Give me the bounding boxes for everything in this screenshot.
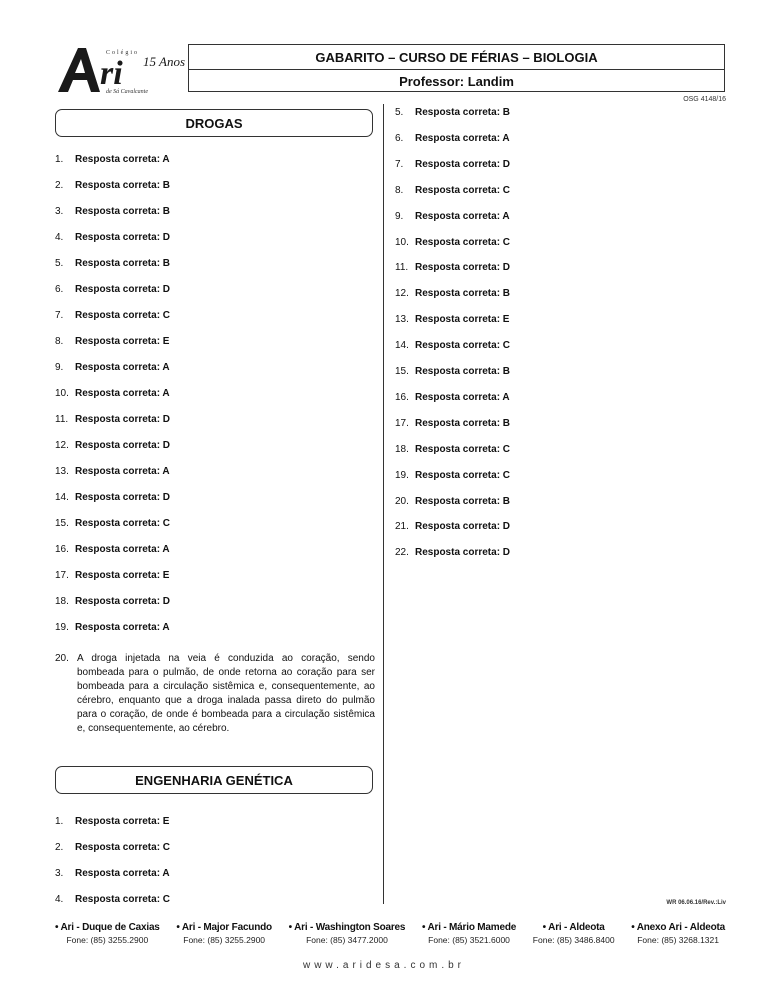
item-text: Resposta correta: A <box>75 544 170 555</box>
item-text: Resposta correta: E <box>75 336 170 347</box>
answer-item <box>395 159 510 170</box>
doc-code: OSG 4148/16 <box>683 96 726 103</box>
item-number: 3. <box>55 868 64 879</box>
item-text: A droga injetada na veia é conduzida ao coração, sendo bombeada para o pulmão, de onde retorna ao coração para ser bombeada para a circulação sistêmica e, consequentemente, ao cérebro, enquanto que a droga inalada passa direto do pulmão para o coração, de onde é bombeada para a circulação sistêmica e, consequentemente, ao cérebro. <box>77 653 375 734</box>
website: www.aridesa.com.br <box>302 960 466 971</box>
answer-item <box>395 366 510 377</box>
item-text: Resposta correta: A <box>75 868 170 879</box>
item-number: 20. <box>55 653 69 664</box>
unit-name: • Ari - Aldeota <box>542 922 605 933</box>
item-text: Resposta correta: B <box>75 258 171 269</box>
item-number: 19. <box>395 469 409 481</box>
logo-subtitle: de Sá Cavalcante <box>106 89 148 95</box>
unit-phone: Fone: (85) 3521.6000 <box>428 935 510 945</box>
answer-item <box>55 518 170 529</box>
item-text: Resposta correta: D <box>75 492 171 503</box>
item-number: 13. <box>55 466 69 477</box>
item-number: 17. <box>395 417 409 429</box>
item-number: 6. <box>55 284 64 295</box>
footer-unit <box>533 922 615 945</box>
item-number: 2. <box>55 180 64 191</box>
item-number: 9. <box>55 362 64 373</box>
logo-brand-text: ri <box>100 55 123 92</box>
answer-item <box>55 492 170 503</box>
item-text: Resposta correta: D <box>415 262 511 274</box>
answer-item <box>55 414 170 425</box>
item-text: Resposta correta: D <box>415 547 511 559</box>
item-number: 16. <box>395 391 409 403</box>
item-number: 19. <box>55 622 69 633</box>
answer-item <box>395 262 510 273</box>
item-text: Resposta correta: D <box>75 440 171 451</box>
unit-name: • Ari - Major Facundo <box>176 922 272 933</box>
logo-top-word: Colégio <box>106 50 139 56</box>
item-number: 18. <box>395 443 409 455</box>
item-text: Resposta correta: A <box>75 362 170 373</box>
item-text: Resposta correta: C <box>415 443 511 455</box>
footer-unit <box>176 922 272 945</box>
item-number: 9. <box>395 210 404 222</box>
item-number: 11. <box>395 262 409 274</box>
item-text: Resposta correta: D <box>415 158 511 170</box>
unit-phone: Fone: (85) 3255.2900 <box>183 935 266 945</box>
item-text: Resposta correta: A <box>415 210 510 222</box>
answer-item <box>395 185 510 196</box>
footer-units <box>55 922 725 945</box>
answer-item <box>395 496 510 507</box>
item-text: Resposta correta: E <box>75 570 170 581</box>
answer-item <box>395 107 510 118</box>
answer-item <box>55 570 169 581</box>
answer-item <box>55 362 170 373</box>
unit-name: • Ari - Washington Soares <box>288 922 406 933</box>
footer-unit <box>631 922 725 945</box>
item-number: 5. <box>55 258 64 269</box>
school-logo <box>56 44 186 96</box>
item-number: 21. <box>395 521 409 533</box>
item-text: Resposta correta: B <box>75 180 171 191</box>
item-text: Resposta correta: E <box>75 816 170 827</box>
answer-item <box>395 288 510 299</box>
item-number: 11. <box>55 414 69 425</box>
answer-item <box>55 154 170 165</box>
item-text: Resposta correta: C <box>75 518 171 529</box>
answer-item <box>55 310 170 321</box>
item-text: Resposta correta: C <box>415 184 511 196</box>
item-number: 4. <box>55 894 64 905</box>
item-number: 20. <box>395 495 409 507</box>
item-text: Resposta correta: C <box>75 310 171 321</box>
item-number: 15. <box>395 366 409 377</box>
item-text: Resposta correta: D <box>415 521 511 533</box>
item-text: Resposta correta: B <box>415 288 511 300</box>
item-number: 16. <box>55 544 69 555</box>
answer-item <box>395 133 510 144</box>
item-text: Resposta correta: C <box>75 842 171 853</box>
answer-item <box>55 596 170 607</box>
unit-name: • Ari - Mário Mamede <box>421 922 517 933</box>
answer-item <box>395 547 510 558</box>
answer-item <box>55 388 170 399</box>
drogas-item-20 <box>55 652 375 736</box>
item-number: 3. <box>55 206 64 217</box>
item-text: Resposta correta: A <box>75 154 170 165</box>
section-title-drogas: DROGAS <box>55 109 373 137</box>
unit-phone: Fone: (85) 3486.8400 <box>532 935 615 945</box>
item-text: Resposta correta: A <box>75 466 170 477</box>
footer-unit <box>289 922 406 945</box>
answer-item <box>55 868 170 879</box>
item-number: 10. <box>55 388 69 399</box>
item-number: 22. <box>395 547 409 559</box>
answer-item <box>395 237 510 248</box>
revision-code: WR 06.06.16/Rev.:Liv <box>666 900 726 906</box>
item-number: 4. <box>55 232 64 243</box>
item-number: 12. <box>395 288 409 300</box>
answer-item <box>55 466 170 477</box>
unit-phone: Fone: (85) 3255.2900 <box>66 935 149 945</box>
header-professor: Professor: Landim <box>399 74 514 89</box>
item-text: Resposta correta: B <box>415 495 511 507</box>
item-text: Resposta correta: C <box>415 236 511 248</box>
item-number: 12. <box>55 440 69 451</box>
item-number: 18. <box>55 596 69 607</box>
item-text: Resposta correta: A <box>75 388 170 399</box>
header-box <box>188 44 725 92</box>
item-text: Resposta correta: A <box>75 622 170 633</box>
item-number: 6. <box>395 132 404 144</box>
item-number: 13. <box>395 314 409 326</box>
item-text: Resposta correta: B <box>415 417 511 429</box>
item-text: Resposta correta: B <box>415 107 511 118</box>
answer-item <box>55 544 170 555</box>
item-number: 8. <box>55 336 64 347</box>
item-number: 10. <box>395 236 409 248</box>
item-number: 7. <box>395 158 404 170</box>
item-number: 2. <box>55 842 64 853</box>
footer-unit <box>422 922 516 945</box>
answer-item <box>395 418 510 429</box>
answer-item <box>395 340 510 351</box>
item-text: Resposta correta: D <box>75 284 171 295</box>
answer-item <box>55 180 170 191</box>
answer-item <box>395 521 510 532</box>
answer-item <box>55 336 169 347</box>
item-number: 14. <box>395 340 409 352</box>
answer-item <box>395 211 510 222</box>
item-text: Resposta correta: A <box>415 132 510 144</box>
item-text: Resposta correta: B <box>75 206 171 217</box>
answer-item <box>55 894 170 905</box>
item-text: Resposta correta: D <box>75 232 171 243</box>
item-text: Resposta correta: A <box>415 391 510 403</box>
item-number: 7. <box>55 310 64 321</box>
answer-item <box>55 816 169 827</box>
item-number: 5. <box>395 107 404 118</box>
answer-item <box>55 206 170 217</box>
answer-item <box>395 314 509 325</box>
footer-unit <box>55 922 160 945</box>
item-number: 8. <box>395 184 404 196</box>
item-number: 1. <box>55 816 64 827</box>
item-text: Resposta correta: C <box>415 340 511 352</box>
header-title: GABARITO – CURSO DE FÉRIAS – BIOLOGIA <box>189 45 724 70</box>
unit-name: • Ari - Duque de Caxias <box>55 922 160 933</box>
answer-item <box>55 842 170 853</box>
answer-item <box>55 258 170 269</box>
item-number: 1. <box>55 154 64 165</box>
item-number: 14. <box>55 492 69 503</box>
answer-item <box>55 232 170 243</box>
column-divider <box>383 104 384 904</box>
item-text: Resposta correta: D <box>75 596 171 607</box>
item-number: 17. <box>55 570 69 581</box>
unit-phone: Fone: (85) 3268.1321 <box>637 935 719 945</box>
answer-item <box>55 622 170 633</box>
item-text: Resposta correta: C <box>415 469 511 481</box>
answer-item <box>55 284 170 295</box>
item-text: Resposta correta: D <box>75 414 171 425</box>
item-number: 15. <box>55 518 69 529</box>
section-title-engenharia: ENGENHARIA GENÉTICA <box>55 766 373 794</box>
item-text: Resposta correta: C <box>75 894 171 905</box>
answer-item <box>395 392 510 403</box>
item-text: Resposta correta: B <box>415 366 511 377</box>
answer-item <box>395 470 510 481</box>
unit-phone: Fone: (85) 3477.2000 <box>306 935 388 945</box>
item-text: Resposta correta: E <box>415 314 510 326</box>
logo-anniversary: 15 Anos <box>143 54 186 69</box>
answer-item <box>55 440 170 451</box>
unit-name: • Anexo Ari - Aldeota <box>631 922 725 933</box>
answer-item <box>395 444 510 455</box>
